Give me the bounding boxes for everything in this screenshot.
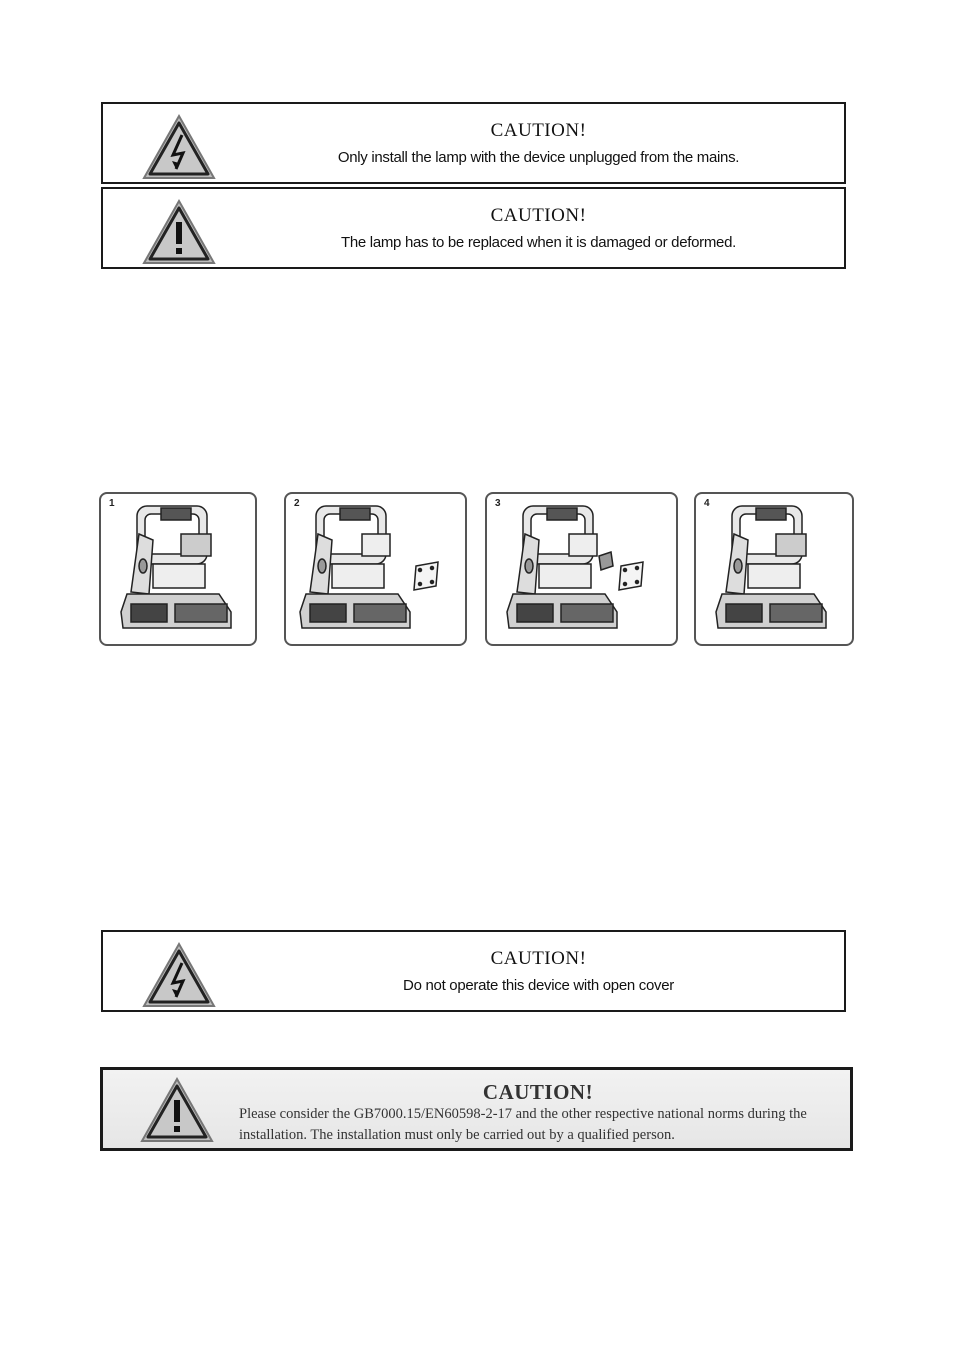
step-panel-4 [694, 492, 854, 646]
caution-message: Do not operate this device with open cover [403, 977, 674, 994]
caution-message: The lamp has to be replaced when it is damaged or deformed. [340, 234, 737, 251]
caution-box-open-cover [101, 930, 846, 1012]
exclamation-warning-icon [139, 1076, 215, 1144]
caution-message: Please consider the GB7000.15/EN60598-2-17 and the other respective national norms during the installation. The installation must only be carried out by a qualified person. [239, 1106, 807, 1143]
caution-box-lamp-damaged [101, 187, 846, 269]
exclamation-warning-icon [141, 198, 217, 266]
step-number: 1 [109, 498, 115, 509]
step-panel-1 [99, 492, 257, 646]
caution-title: CAUTION! [482, 1080, 594, 1104]
electric-hazard-icon [141, 941, 217, 1009]
moving-head-fixture-illustration [487, 494, 678, 646]
caution-box-mains [101, 102, 846, 184]
caution-box-installation [100, 1067, 853, 1151]
step-panel-2 [284, 492, 467, 646]
electric-hazard-icon [141, 113, 217, 181]
caution-title: CAUTION! [490, 205, 587, 226]
moving-head-fixture-illustration [101, 494, 257, 646]
caution-message: Only install the lamp with the device unplugged from the mains. [337, 149, 740, 166]
step-number: 4 [704, 498, 710, 509]
step-number: 3 [495, 498, 501, 509]
step-number: 2 [294, 498, 300, 509]
caution-title: CAUTION! [490, 948, 587, 969]
caution-title: CAUTION! [490, 120, 587, 141]
moving-head-fixture-illustration [286, 494, 467, 646]
moving-head-fixture-illustration [696, 494, 854, 646]
step-panel-3 [485, 492, 678, 646]
